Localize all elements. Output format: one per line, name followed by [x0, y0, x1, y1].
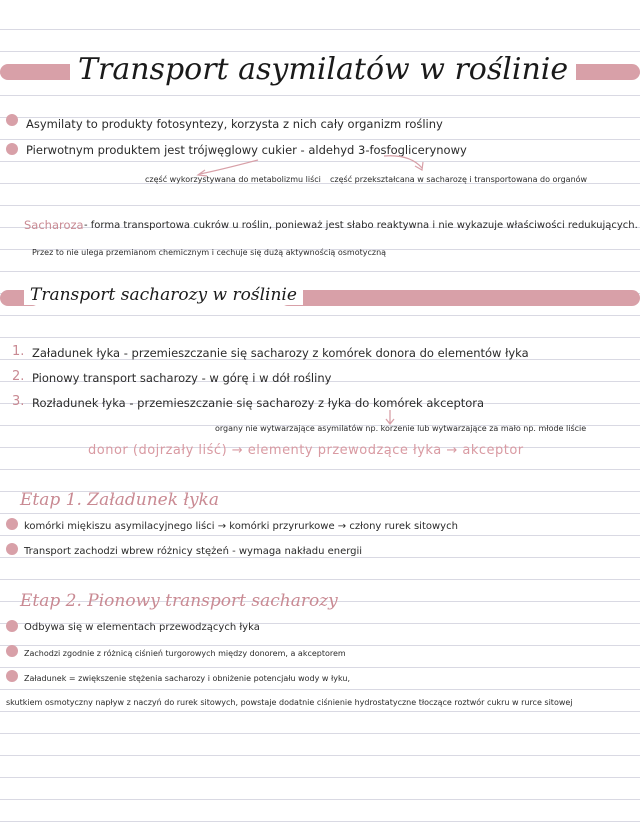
bullet-dot — [6, 670, 18, 682]
bullet-dot — [6, 543, 18, 555]
bullet-dot — [6, 645, 18, 657]
bullet-dot — [6, 114, 18, 126]
etap2-bullet-1: Odbywa się w elementach przewodzących łyka — [24, 622, 260, 633]
intro-bullet-2: Pierwotnym produktem jest trójwęglowy cukier - aldehyd 3-fosfoglicerynowy — [26, 143, 467, 157]
list-number: 2. — [12, 369, 25, 384]
list-number: 3. — [12, 394, 25, 409]
etap2-bullet-2: Zachodzi zgodnie z różnicą ciśnień turgorowych między donorem, a akceptorem — [24, 649, 346, 658]
bullet-dot — [6, 518, 18, 530]
etap1-heading: Etap 1. Załadunek łyka — [20, 490, 219, 510]
intro-note-left: część wykorzystywana do metabolizmu liści — [145, 175, 321, 184]
sacharoza-note: Przez to nie ulega przemianom chemicznym i cechuje się dużą aktywnością osmotyczną — [32, 248, 387, 257]
page-title: Transport asymilatów w roślinie — [70, 52, 576, 87]
etap2-heading: Etap 2. Pionowy transport sacharozy — [20, 591, 338, 611]
section-band-right — [280, 290, 640, 306]
transport-flow: donor (dojrzały liść) → elementy przewodzące łyka → akceptor — [88, 443, 524, 458]
acceptor-note: organy nie wytwarzające asymilatów np. korzenie lub wytwarzające za mało np. młode liście — [215, 424, 587, 433]
etap2-continuation: skutkiem osmotyczny napływ z naczyń do rurek sitowych, powstaje dodatnie ciśnienie hydrostatyczne tłoczące roztwór cukru w rurce sitowej — [6, 698, 573, 707]
etap2-bullet-3: Załadunek = zwiększenie stężenia sacharozy i obniżenie potencjału wody w łyku, — [24, 674, 351, 683]
intro-note-right: część przekształcana w sacharozę i transportowana do organów — [330, 175, 588, 184]
list-item: Pionowy transport sacharozy - w górę i w dół rośliny — [32, 371, 332, 385]
list-item: Załadunek łyka - przemieszczanie się sacharozy z komórek donora do elementów łyka — [32, 346, 529, 360]
etap1-bullet-2: Transport zachodzi wbrew różnicy stężeń - wymaga nakładu energii — [24, 546, 363, 557]
bullet-dot — [6, 620, 18, 632]
sacharoza-term: Sacharoza — [24, 218, 84, 232]
etap1-bullet-1: komórki miękiszu asymilacyjnego liści → komórki przyrurkowe → człony rurek sitowych — [24, 521, 458, 532]
list-item: Rozładunek łyka - przemieszczanie się sacharozy z łyka do komórek akceptora — [32, 396, 485, 410]
list-number: 1. — [12, 344, 25, 359]
intro-bullet-1: Asymilaty to produkty fotosyntezy, korzysta z nich cały organizm rośliny — [26, 117, 443, 131]
sacharoza-definition: - forma transportowa cukrów u roślin, ponieważ jest słabo reaktywna i nie wykazuje właściwości redukujących. — [84, 220, 638, 231]
section-heading: Transport sacharozy w roślinie — [24, 285, 303, 305]
